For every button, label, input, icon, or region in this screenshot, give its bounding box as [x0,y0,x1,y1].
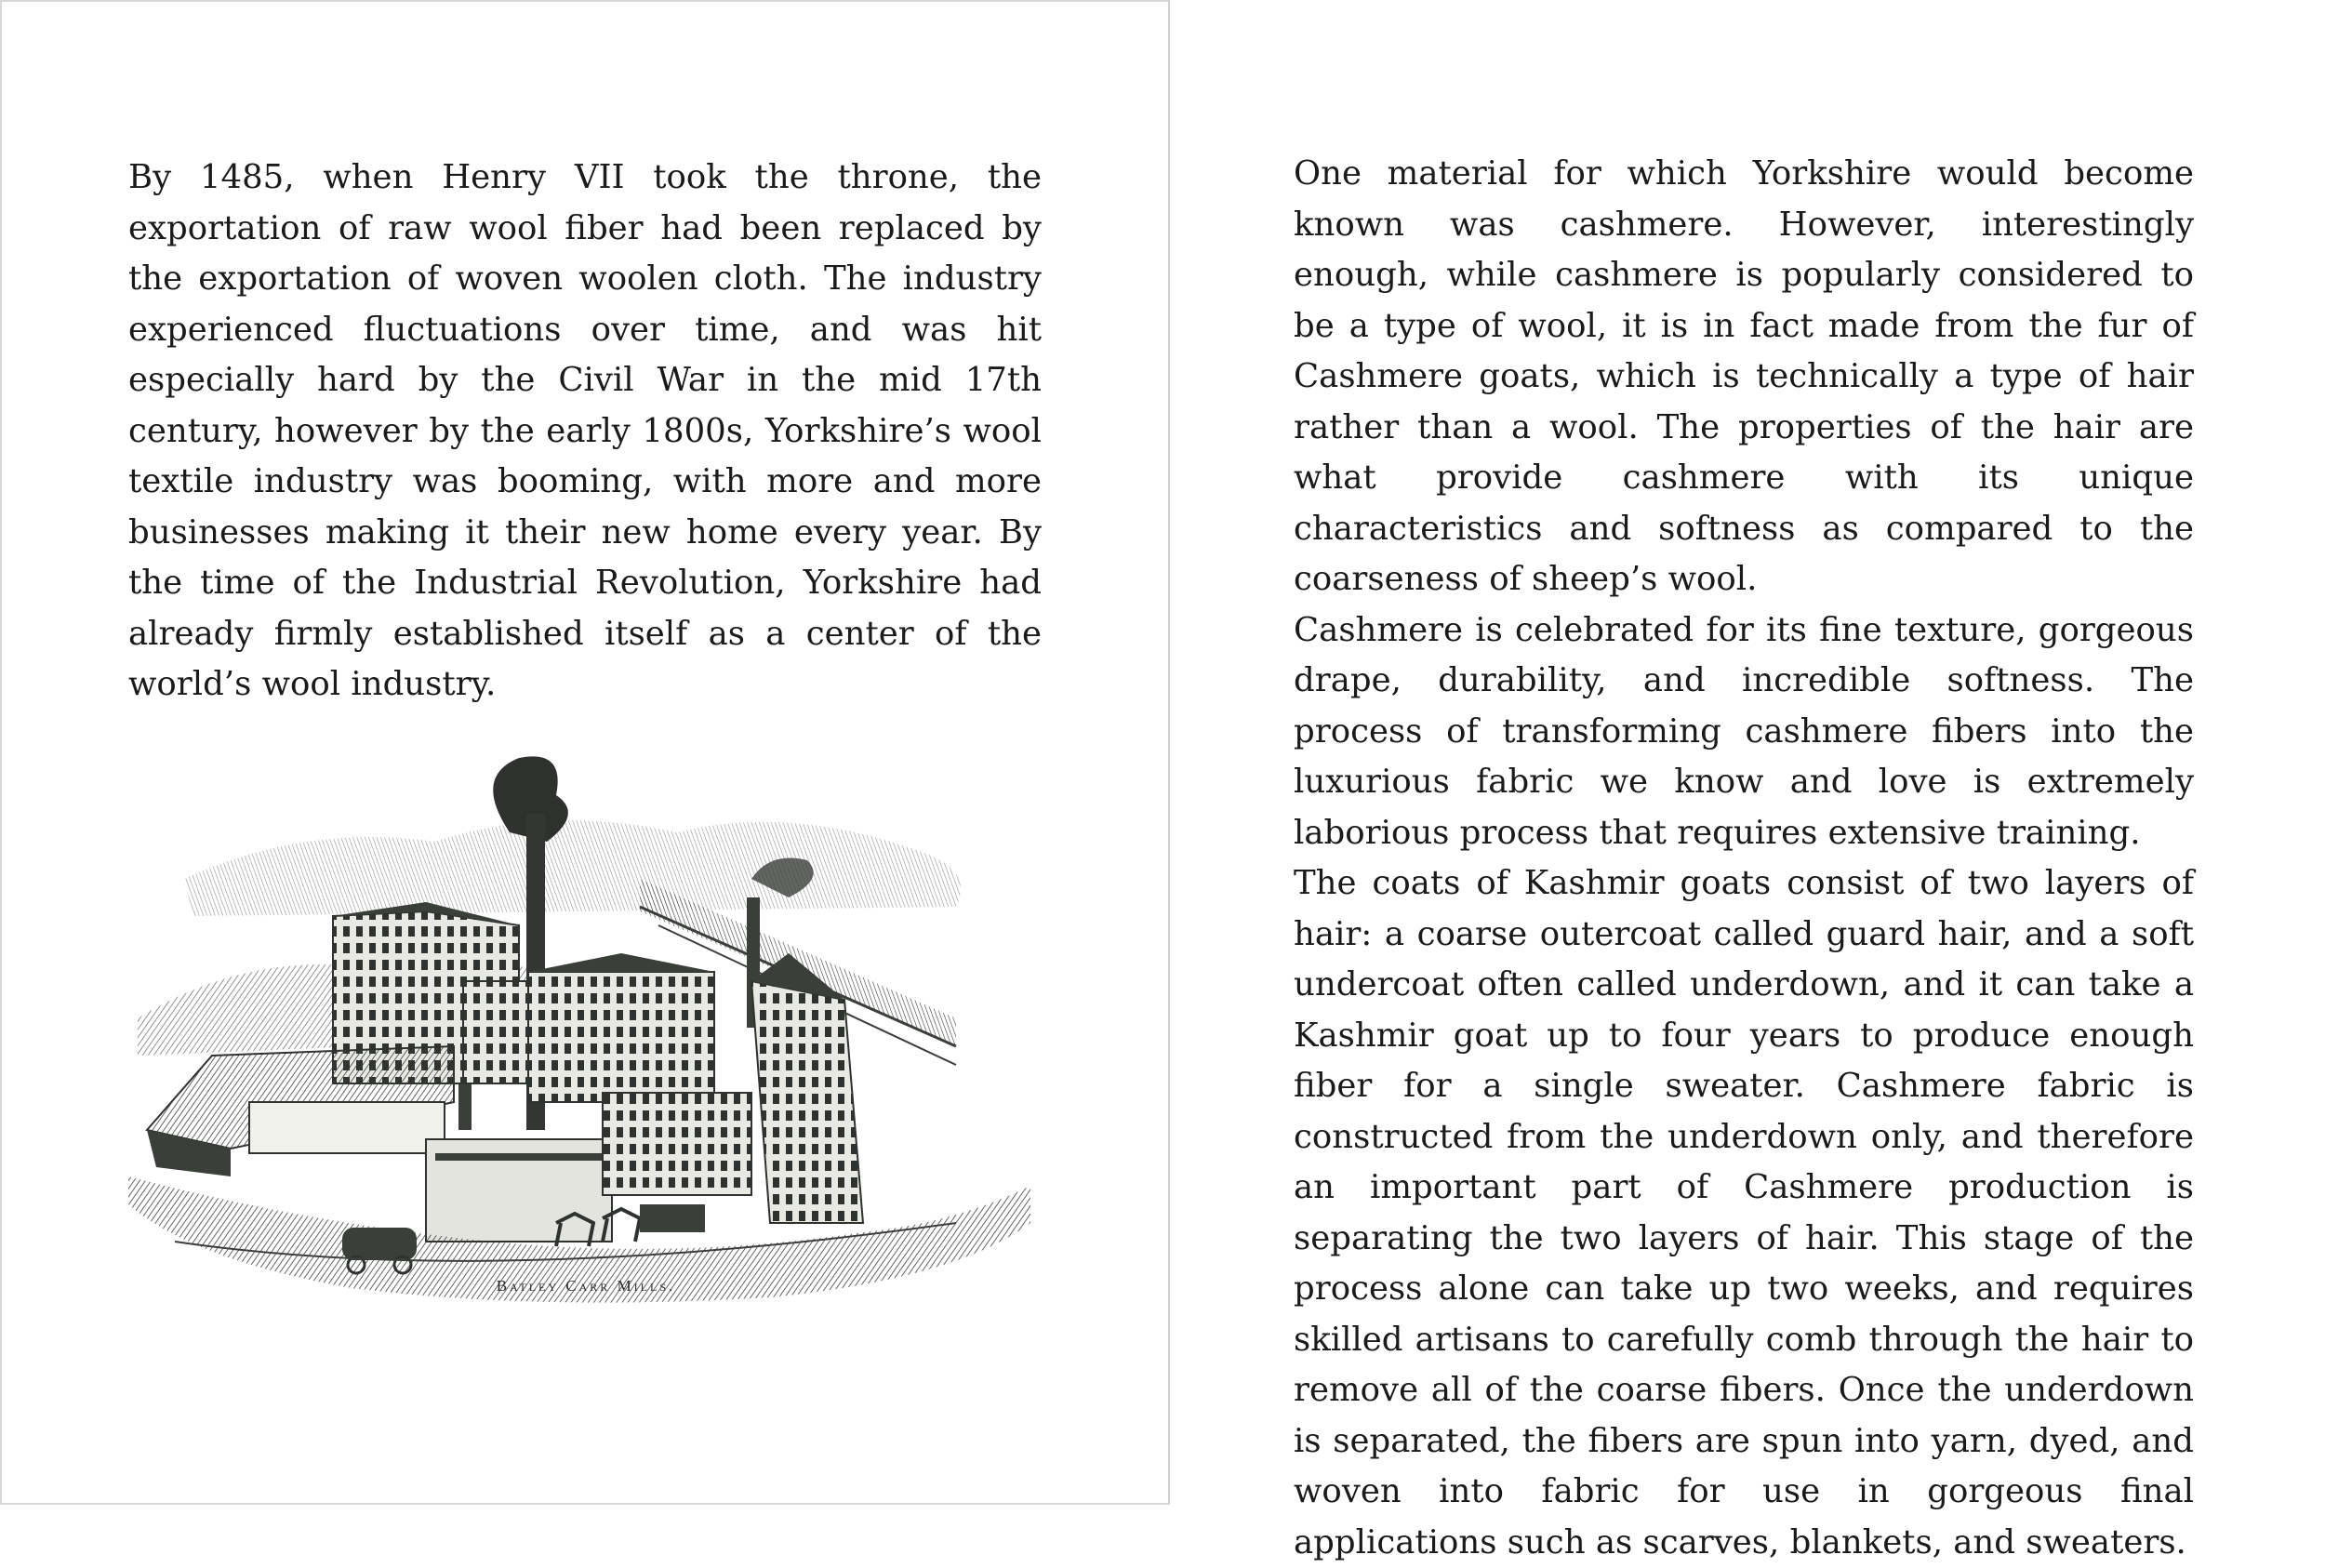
right-page-text [1294,149,2194,1568]
right-paragraph-3: The coats of Kashmir goats consist of two layers of hair: a coarse outercoat called guard hair, and a soft undercoat often called underdown, and it can take a Kashmir goat up to four years to produce enough fiber for a single sweater. Cashmere fabric is constructed from the underdown only, and therefore an important part of Cashmere production is separating the two layers of hair. This stage of the process alone can take up two weeks, and requires skilled artisans to carefully comb through the hair to remove all of the coarse fibers. Once the underdown is separated, the fibers are spun into yarn, dyed, and woven into fabric for use in gorgeous final applications such as scarves, blankets, and sweaters. [1294,864,2194,1561]
left-paragraph: By 1485, when Henry VII took the throne, the exportation of raw wool fiber had been replaced by the exportation of woven woolen cloth. The industry experienced fluctuations over time, and was hit especially hard by the Civil War in the mid 17th century, however by the early 1800s, Yorkshire’s wool textile industry was booming, with more and more businesses making it their new home every year. By the time of the Industrial Revolution, Yorkshire had already firmly established itself as a center of the world’s wool industry. [128,158,1042,703]
mill-engraving-illustration [119,739,1040,1316]
right-paragraph-2: Cashmere is celebrated for its fine texture, gorgeous drape, durability, and incredible softness. The process of transforming cashmere fibers into the luxurious fabric we know and love is extremely laborious process that requires extensive training. [1294,610,2194,852]
left-page-text [128,153,1042,711]
illustration-caption: Batley Carr Mills. [496,1277,676,1295]
right-paragraph-1: One material for which Yorkshire would become known was cashmere. However, interestingly enough, while cashmere is popularly considered to be a type of wool, it is in fact made from the fur of Cashmere goats, which is technically a type of hair rather than a wool. The properties of the hair are what provide cashmere with its unique characteristics and softness as compared to the coarseness of sheep’s wool. [1294,154,2194,598]
